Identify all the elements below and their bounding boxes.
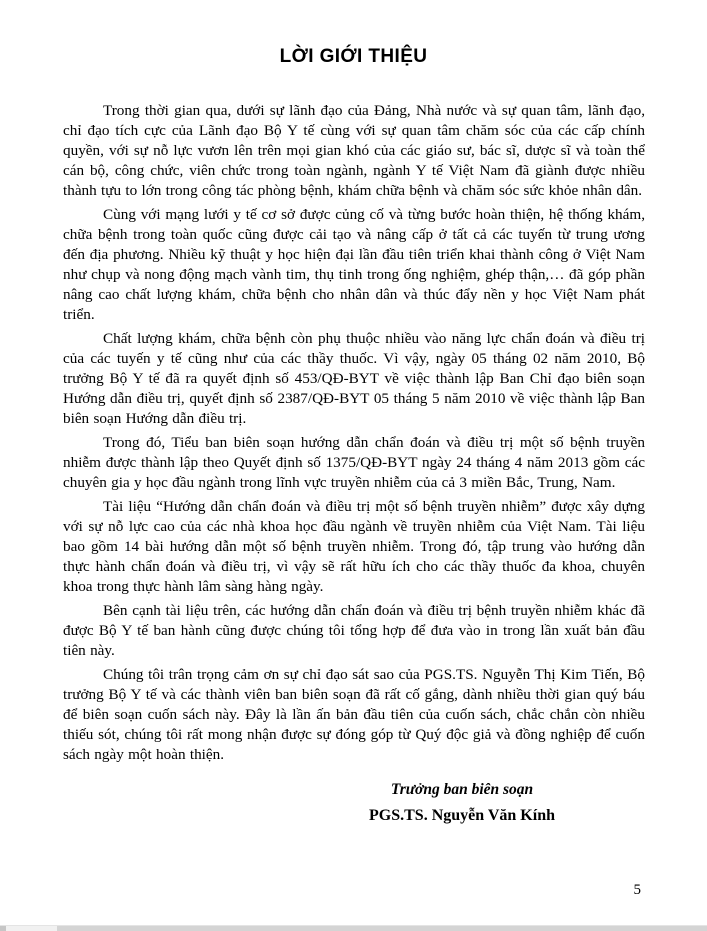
paragraph-3: Chất lượng khám, chữa bệnh còn phụ thuộc nhiều vào năng lực chẩn đoán và điều trị của các tuyến y tế cũng như của các thầy thuốc. Vì vậy, ngày 05 tháng 02 năm 2010, Bộ trưởng Bộ Y tế đã ra quyết định số 453/QĐ-BYT về việc thành lập Ban Chỉ đạo biên soạn Hướng dẫn điều trị, quyết định số 2387/QĐ-BYT 05 tháng 5 năm 2010 về việc thành lập Ban biên soạn Hướng dẫn điều trị. [63,329,645,427]
paragraph-5: Tài liệu “Hướng dẫn chẩn đoán và điều trị một số bệnh truyền nhiễm” được xây dựng với sự nỗ lực cao của các nhà khoa học đầu ngành về truyền nhiễm của Việt Nam. Tài liệu bao gồm 14 bài hướng dẫn một số bệnh truyền nhiễm. Trong đó, tập trung vào hướng dẫn thực hành chẩn đoán và điều trị, vì vậy sẽ rất hữu ích cho các thầy thuốc đa khoa, chuyên khoa trong thực hành lâm sàng hàng ngày. [63,498,645,595]
paragraph-1: Trong thời gian qua, dưới sự lãnh đạo của Đảng, Nhà nước và sự quan tâm, lãnh đạo, chỉ đạo tích cực của Lãnh đạo Bộ Y tế cùng với sự quan tâm chăm sóc của các cấp chính quyền, với sự nỗ lực vươn lên trên mọi gian khó của các giáo sư, bác sĩ, dược sĩ và toàn thể cán bộ, công chức, viên chức trong toàn ngành, ngành Y tế Việt Nam đã giành được nhiều thành tựu to lớn trong công tác phòng bệnh, khám chữa bệnh và chăm sóc sức khỏe nhân dân. [63,102,645,199]
scrollbar-thumb[interactable] [57,926,707,931]
page-title: LỜI GIỚI THIỆU [279,46,428,67]
page-number: 5 [633,882,641,898]
signature-name: PGS.TS. Nguyễn Văn Kính [369,807,555,824]
paragraph-6: Bên cạnh tài liệu trên, các hướng dẫn chẩn đoán và điều trị bệnh truyền nhiễm khác đã được Bộ Y tế ban hành cũng được chúng tôi tổng hợp để đưa vào in trong lần xuất bản đầu tiên này. [63,602,645,660]
paragraph-7: Chúng tôi trân trọng cảm ơn sự chỉ đạo sát sao của PGS.TS. Nguyễn Thị Kim Tiến, Bộ trưởng Bộ Y tế và các thành viên ban biên soạn đã rất cố gắng, dành nhiều thời gian quý báu để biên soạn cuốn sách này. Đây là lần ấn bản đầu tiên của cuốn sách, chắc chắn còn nhiều thiếu sót, chúng tôi rất mong nhận được sự đóng góp từ Quý độc giả và đồng nghiệp để cuốn sách ngày một hoàn thiện. [63,666,645,764]
paragraph-4: Trong đó, Tiểu ban biên soạn hướng dẫn chẩn đoán và điều trị một số bệnh truyền nhiễm được thành lập theo Quyết định số 1375/QĐ-BYT ngày 24 tháng 4 năm 2013 gồm các chuyên gia y học đầu ngành trong lĩnh vực truyền nhiễm của cả 3 miền Bắc, Trung, Nam. [63,434,645,491]
scrollbar-left-corner[interactable] [0,926,6,931]
signature-role: Trưởng ban biên soạn [390,781,534,798]
paragraph-2: Cùng với mạng lưới y tế cơ sở được củng cố và từng bước hoàn thiện, hệ thống khám, chữa bệnh trong toàn quốc cũng được cải tạo và nâng cấp ở tất cả các tuyến từ trung ương đến địa phương. Nhiều kỹ thuật y học hiện đại lần đầu tiên triển khai thành công ở Việt Nam như chụp và nong động mạch vành tim, thụ tinh trong ống nghiệm, ghép thận,… đã góp phần nâng cao chất lượng khám, chữa bệnh cho nhân dân và thúc đẩy nền y học Việt Nam phát triển. [63,206,645,323]
horizontal-scrollbar[interactable] [0,925,707,931]
signature-block [312,781,612,825]
document-body [63,101,645,765]
